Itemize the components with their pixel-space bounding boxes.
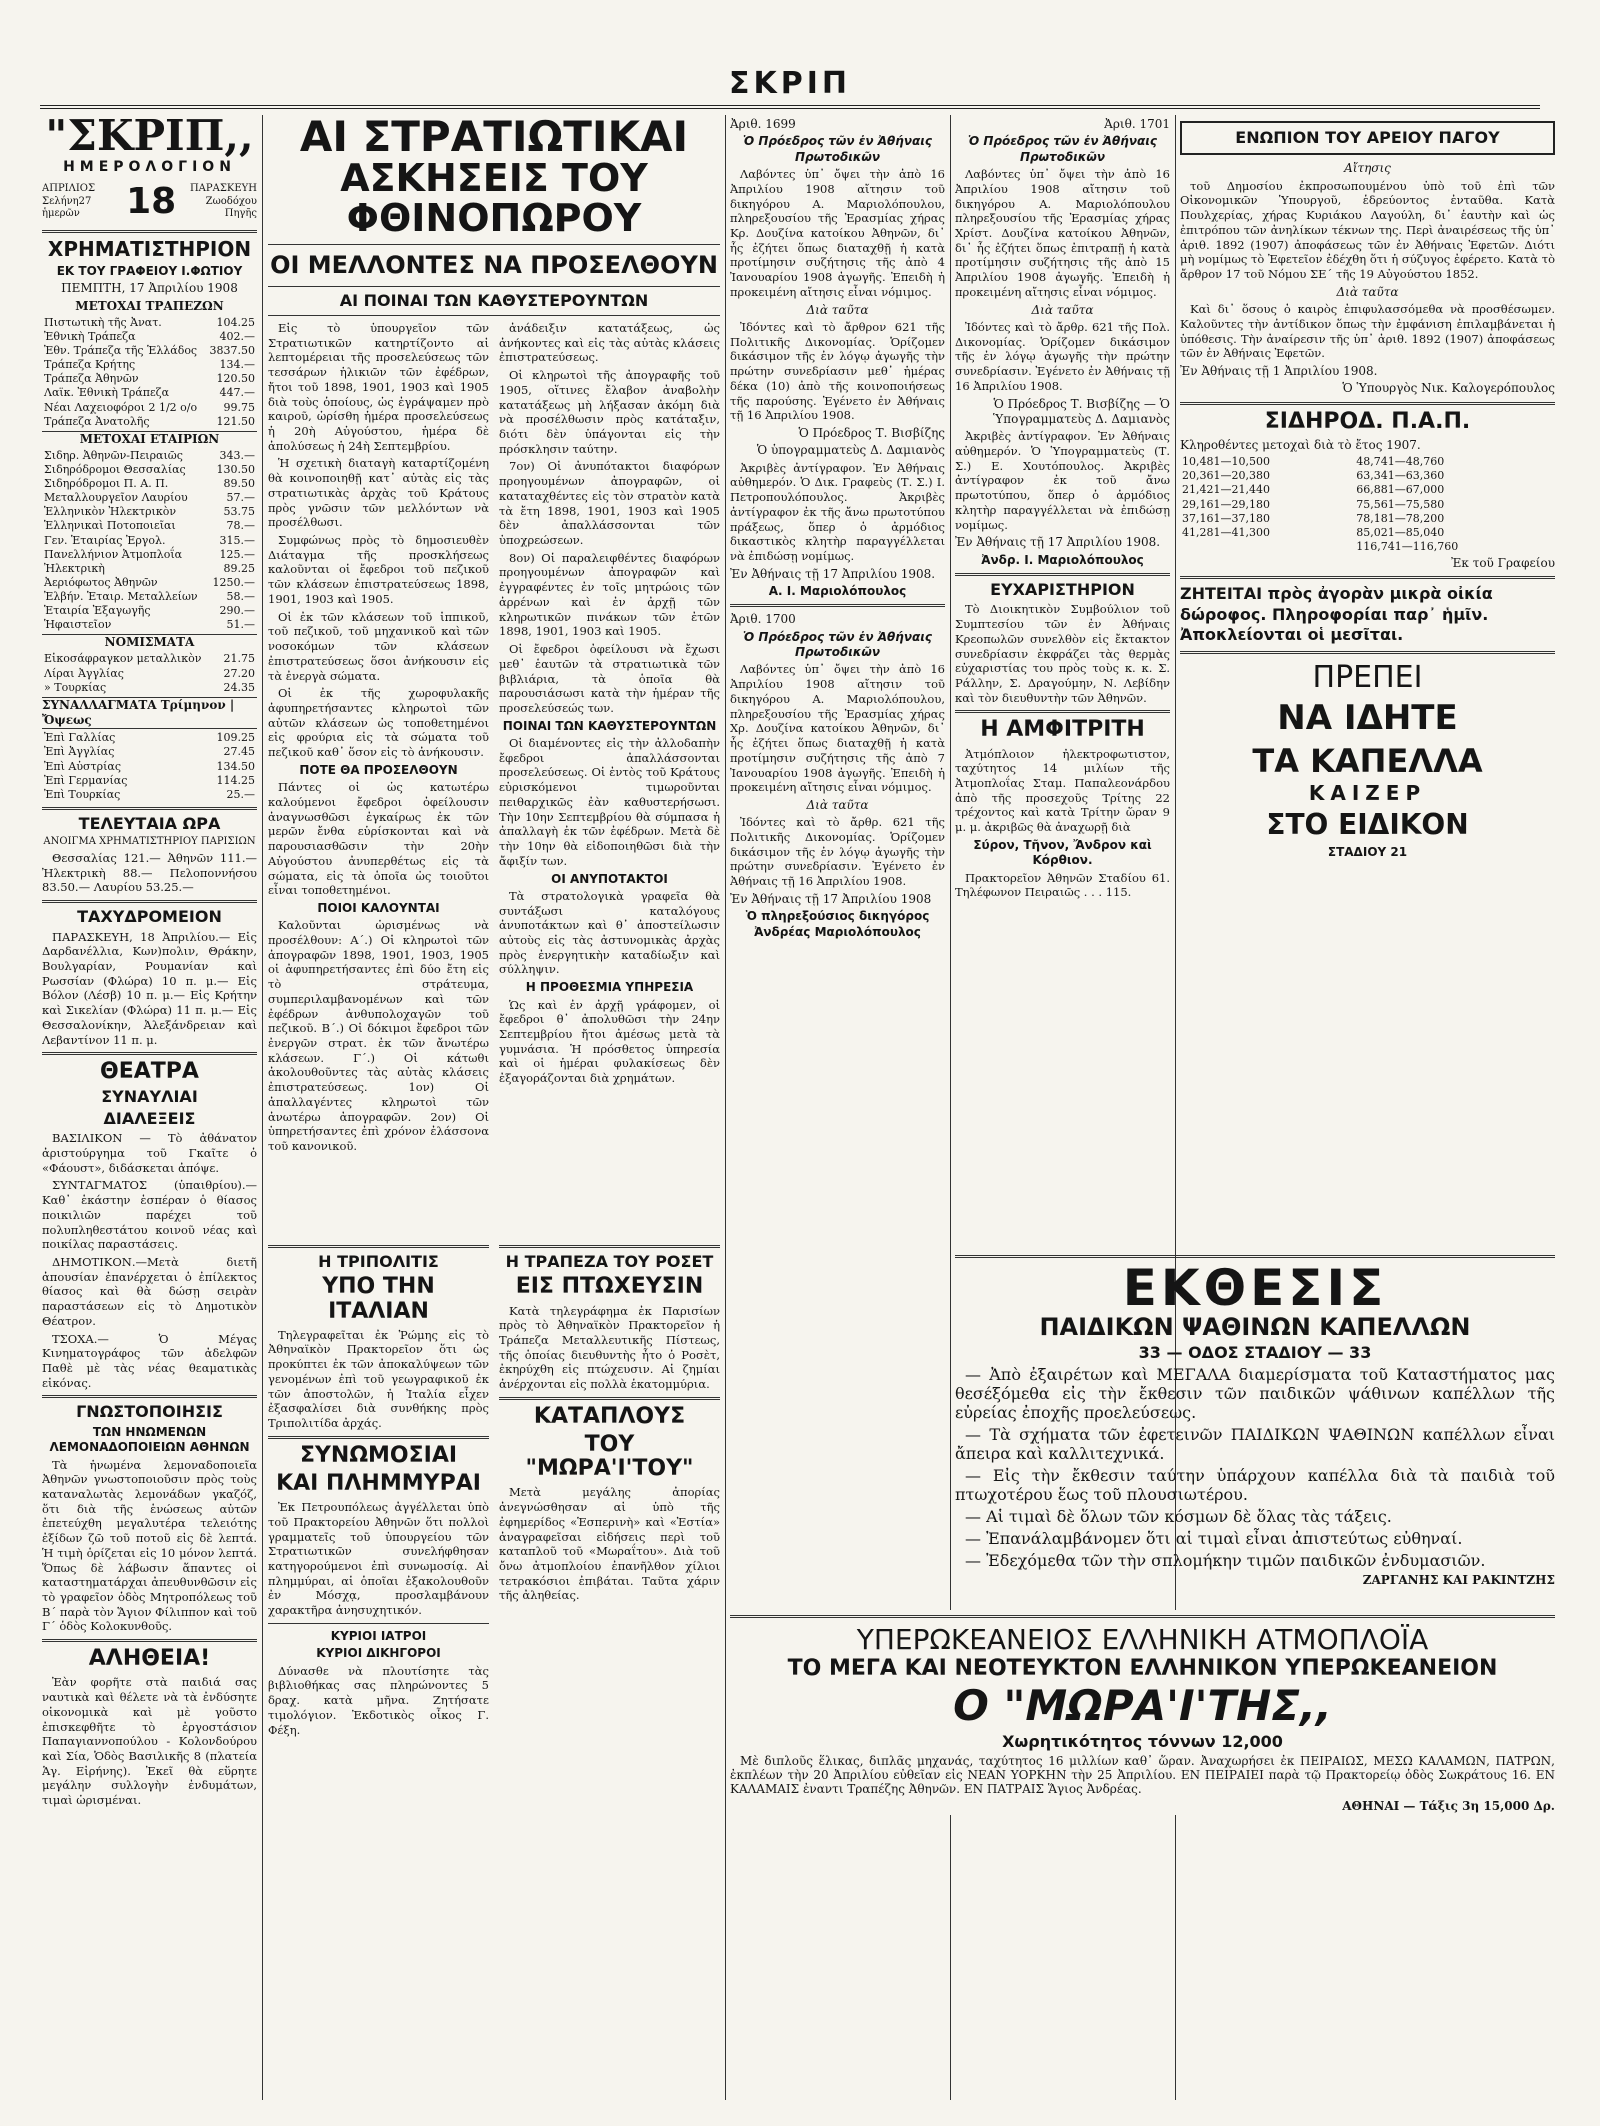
legal-signature: Ὁ Πρόεδρος Τ. Βισβίζης — Ὁ Ὑπογραμματεὺς Δ. Δαμιανὸς	[993, 396, 1170, 426]
rail-cell: 29,161—29,180	[1182, 497, 1270, 511]
lead-subtitle: ΟΙ ΜΕΛΛΟΝΤΕΣ ΝΑ ΠΡΟΣΕΛΘΟΥΝ	[270, 250, 718, 279]
notice-number: Ἀριθ. 1699	[730, 117, 796, 131]
row-label: Σιδηρόδρομοι Π. Α. Π.	[44, 477, 169, 491]
table-row	[42, 449, 257, 463]
legal-heading: Διὰ ταῦτα	[806, 302, 869, 317]
lawyer-name: Ἀνδρ. Ι. Μαριολόπουλος	[981, 552, 1144, 567]
row-value: 1250.—	[212, 575, 255, 589]
table-row	[42, 519, 257, 533]
exhibition-subtitle: ΠΑΙΔΙΚΩΝ ΨΑΘΙΝΩΝ ΚΑΠΕΛΛΩΝ	[1039, 1313, 1471, 1341]
lead-column-a	[268, 321, 489, 1157]
row-value: 78.—	[226, 519, 255, 533]
row-label: Ἠλεκτρικὴ	[44, 561, 105, 575]
row-value: 134.—	[219, 358, 255, 372]
exchange-subtitle: ΕΚ ΤΟΥ ΓΡΑΦΕΙΟΥ Ι.ΦΩΤΙΟΥ	[56, 263, 243, 278]
column-rule	[725, 115, 726, 2100]
row-value: 315.—	[219, 533, 255, 547]
shipping-fare: ΑΘΗΝΑΙ — Τάξις 3η 15,000 Δρ.	[1342, 1799, 1555, 1814]
court-heading: Ὁ Πρόεδρος τῶν ἐν Ἀθήναις Πρωτοδικῶν	[742, 629, 933, 660]
lower-article-right	[499, 1240, 720, 1740]
calendar-weekday: ΠΑΡΑΣΚΕΥΗ	[189, 182, 257, 194]
theatre-item: ΔΗΜΟΤΙΚΟΝ.—Μετὰ διετῆ ἀπουσίαν ἐπανέρχεται ὁ ἐπίλεκτος θίασος καὶ θὰ δώσῃ σειρὰν παραστάσεων εἰς τὸ Δημοτικὸν Θέατρον.	[42, 1254, 257, 1328]
legal-date: Ἐν Ἀθήναις τῇ 17 Ἀπριλίου 1908	[730, 891, 932, 906]
exhibition-item: — Ἐπανάλαμβάνομεν ὅτι αἱ τιμαὶ εἶναι ἀπιστεύτως εὐθηναί.	[965, 1529, 1463, 1549]
tripoli-text: Τηλεγραφεῖται ἐκ Ῥώμης εἰς τὸ Ἀθηναϊκὸν Πρακτορεῖον ὅτι ὡς προκύπτει ἐκ τῶν ἀποκαλύψεων τῶν γενομένων ἐπὶ τοῦ γεωγραφικοῦ ἐκ τῶν ἀποστολῶν, ἡ Ἰταλία εἶχεν ἐξασφαλίσει διὰ συνθήκης πρὸς Τριπολιτίδα ἀρχάς.	[268, 1327, 489, 1431]
section-heading: ΠΟΤΕ ΘΑ ΠΡΟΣΕΛΘΟΥΝ	[299, 762, 458, 777]
article-paragraph: Οἱ διαμένοντες εἰς τὴν ἀλλοδαπὴν ἔφεδροι ἀπαλλάσσονται προσελεύσεως. Οἱ ἐντὸς τοῦ Κράτους εὑρισκόμενοι τιμωροῦνται πειθαρχικῶς ἐὰν καθυστερήσωσι. Τὴν 10ην Σεπτεμβρίου θὰ σύμπασα ἡ ἀπαλλαγὴ ἐκ τῶν ἐφέδρων. Μετὰ δὲ τὴν 10ην θὰ εἰδοποιηθῶσι διὰ τὴν ἄφιξίν των.	[499, 736, 720, 868]
row-label: Πιστωτικὴ τῆς Ἀνατ.	[44, 316, 162, 330]
article-paragraph: Οἱ κληρωτοὶ τῆς ἀπογραφῆς τοῦ 1905, οἵτινες ἔλαβον ἀναβολὴν κατατάξεως μὴ λήξασαν ἀκόμη διὰ νὰ προσέλθωσιν πρὸς κατάταξιν, διότι δὲν ὑπάγονται εἰς τὴν πρόσκλησιν ταύτην.	[499, 368, 720, 456]
hat-ad-line: ΤΑ ΚΑΠΕΛΛΑ	[1252, 741, 1483, 780]
coins-title: ΝΟΜΙΣΜΑΤΑ	[42, 634, 257, 650]
legal-text: Ἀκριβὲς ἀντίγραφον. Ἐν Ἀθήναις αὐθημερόν. Ὁ Ὑπογραμματεὺς (Τ. Σ.) Ε. Χουτόπουλος. Ἀκριβὲς ἀντίγραφον ἐκ τοῦ ἄνω πρωτοτύπου, ὅπερ ὁ ἀρμόδιος κλητὴρ παραγγέλλεται νὰ ἐπιδώσῃ νομίμως.	[955, 429, 1170, 532]
table-row	[42, 344, 257, 358]
article-paragraph: Ὡς καὶ ἐν ἀρχῇ γράφομεν, οἱ ἔφεδροι θ᾽ ἀπολυθῶσι τὴν 24ην Σεπτεμβρίου ἤτοι ἀμέσως μετὰ τὰ γυμνάσια. Ἡ πρόσθετος ὑπηρεσία καὶ οἱ ἡμέραι φυλακίσεως δὲν ἐξαγοράζονται διὰ χρημάτων.	[499, 997, 720, 1086]
legal-text: Λαβόντες ὑπ᾽ ὄψει τὴν ἀπὸ 16 Ἀπριλίου 1908 αἴτησιν τοῦ δικηγόρου Α. Μαριολόπουλου πληρεξουσίου τῆς Ἐρασμίας χήρας Χρίστ. Δουζίνα κατοίκου Ἀθηνῶν, δι᾽ ἧς ἐζήτει ὅπως ἐπιτραπῇ ἡ κατὰ προτίμησιν συζήτησις τῆς ἀπὸ 15 Ἀπριλίου 1908 ἀγωγῆς. Ἐπειδὴ ἡ προκειμένη αἴτησις εἶναι νόμιμος.	[955, 167, 1170, 299]
legal-text: Ἰδόντες καὶ τὸ ἄρθρ. 621 τῆς Πολιτικῆς Δικονομίας. Ὁρίζομεν δικάσιμον τῆς ἐν λόγῳ ἀγωγῆς τὴν πρώτην συνεδρίασιν. Ἐγένετο ἐν Ἀθήναις τῇ 16 Ἀπριλίου 1908.	[730, 815, 945, 889]
table-row	[42, 731, 257, 745]
bank-text: Κατὰ τηλεγράφημα ἐκ Παρισίων πρὸς τὸ Ἀθηναϊκὸν Πρακτορεῖον ἡ Τράπεζα Μεταλλευτικῆς Πίστεως, τῆς ὁποίας διευθυντὴς ἦτο ὁ Ροσὲτ, ἐκηρύχθη εἰς πτώχευσιν. Αἱ ζημίαι ἀνέρχονται εἰς πολλὰ ἑκατομμύρια.	[499, 1303, 720, 1392]
lawyer-name: Α. Ι. Μαριολόπουλος	[768, 584, 907, 599]
theatre-subtitle-lectures: ΔΙΑΛΕΞΕΙΣ	[103, 1108, 196, 1128]
conspiracy-title: ΣΥΝΩΜΟΣΙΑΙ	[299, 1442, 458, 1468]
railway-table	[1180, 455, 1555, 554]
row-label: Ἀεριόφωτος Ἀθηνῶν	[44, 575, 158, 589]
row-label: Ἐθν. Τράπεζα τῆς Ἑλλάδος	[44, 344, 198, 358]
theatre-title: ΘΕΑΤΡΑ	[100, 1059, 199, 1085]
rail-cell: 21,421—21,440	[1182, 483, 1270, 497]
thanks-text: Τὸ Διοικητικὸν Συμβούλιον τοῦ Συμπτεσίου τῶν ἐν Ἀθήναις Κρεοπωλῶν συνελθὸν εἰς ἔκτακτον συνεδρίασιν ἐκφράζει τὰς θερμὰς εὐχαριστίας του πρὸς τοὺς κ. κ. Σ. Ράλλην, Σ. Δραγούμην, Ν. Λεβίδην καὶ τὸν διευθυντὴν τῶν Ἀθηνῶν.	[955, 602, 1170, 705]
table-row	[1180, 512, 1555, 526]
hat-ad-line: ΣΤΟ ΕΙΔΙΚΟΝ	[1266, 808, 1469, 842]
tripoli-title: Η ΤΡΙΠΟΛΙΤΙΣ	[318, 1252, 439, 1271]
amphitrite-text: Ἀτμόπλοιον ἠλεκτροφωτιστον, ταχύτητος 14 μιλίων τῆς Ἀτμοπλοΐας Σταμ. Παπαλεονάρδου ἀπὸ τῆς προσεχοῦς Τρίτης 22 τρέχοντος καὶ κατὰ Τρίτην ὥραν 9 μ. μ. ἀκριβῶς θὰ ἀναχωρῇ διὰ	[955, 746, 1170, 835]
arrival-subtitle: ΤΟΥ "ΜΩΡΑ'Ι'ΤΟΥ"	[525, 1432, 694, 1482]
row-value: 120.50	[216, 372, 255, 386]
row-label: Νέαι Λαχειοφόροι 2 1/2 ο/ο	[44, 400, 198, 414]
row-value: 125.—	[219, 547, 255, 561]
table-row	[42, 667, 257, 681]
table-row	[42, 788, 257, 802]
hat-ad-line: ΠΡΕΠΕΙ	[1312, 659, 1423, 695]
theatre-subtitle-concerts: ΣΥΝΑΥΛΙΑΙ	[101, 1087, 198, 1107]
amphitrite-destinations: Σύρον, Τῆνον, Ἄνδρον καὶ Κόρθιον.	[973, 837, 1152, 868]
table-row	[42, 576, 257, 590]
paper-logo: "ΣΚΡΙΠ,,	[45, 115, 254, 160]
lead-title-line2: ΑΣΚΗΣΕΙΣ ΤΟΥ ΦΘΙΝΟΠΩΡΟΥ	[340, 156, 648, 240]
calendar-moon: Σελήνη27 ἡμερῶν	[42, 195, 92, 220]
bank-subtitle: ΕΙΣ ΠΤΩΧΕΥΣΙΝ	[515, 1274, 704, 1300]
lower-article-left	[268, 1240, 489, 1740]
companies-table	[42, 449, 257, 632]
column-1	[42, 115, 257, 2100]
post-text: ΠΑΡΑΣΚΕΥΗ, 18 Ἀπριλίου.— Εἰς Δαρδανέλλια, Κων)πολιν, Θράκην, Βουλγαρίαν, Ρουμανίαν καὶ Ρωσσίαν (Φλώρα) 10 π. μ.— Εἰς Βόλον (Λέσβ) 10 π. μ.— Εἰς Κρήτην καὶ Σικελίαν (Φλώρα) 11 π. μ.— Εἰς Θεσσαλονίκην, Ἀλεξάνδρειαν καὶ Λεβαντίνον 11 π. μ.	[42, 929, 257, 1047]
section-heading: Η ΠΡΟΘΕΣΜΙΑ ΥΠΗΡΕΣΙΑ	[525, 980, 694, 995]
row-label: Σιδηρ. Ἀθηνῶν-Πειραιῶς	[44, 449, 183, 463]
last-hour-subtitle: ΑΝΟΙΓΜΑ ΧΡΗΜΑΤΙΣΤΗΡΙΟΥ ΠΑΡΙΣΙΩΝ	[43, 836, 256, 848]
row-label: Ἐπὶ Γερμανίας	[44, 773, 128, 787]
rail-cell	[1180, 540, 1354, 554]
row-label: Εἰκοσάφραγκον μεταλλικὸν	[44, 652, 202, 666]
exhibition-ad	[955, 1250, 1555, 1589]
conspiracy-text: Ἐκ Πετρουπόλεως ἀγγέλλεται ὑπὸ τοῦ Πρακτορείου Ἀθηνῶν ὅτι πολλοὶ γραμματεῖς τοῦ ὑπουργείου τῶν Στρατιωτικῶν συνελήφθησαν κατηγορούμενοι ἐπὶ συνωμοσίᾳ. Αἱ πλημμύραι, αἱ ὁποῖαι ἐξακολουθοῦν ἐν Μόσχᾳ, προσλαμβάνουν χαρακτῆρα ἀνησυχητικόν.	[268, 1500, 489, 1618]
article-paragraph: Τὰ στρατολογικὰ γραφεῖα θὰ συντάξωσι καταλόγους ἀνυποτάκτων καὶ θ᾽ ἀποστείλωσιν αὐτοὺς εἰς τὰς ἀστυνομικὰς ἀρχὰς πρὸς ἐνεργητικὴν καταδίωξιν καὶ σύλληψιν.	[499, 888, 720, 977]
petition-date: Ἐν Ἀθήναις τῇ 1 Ἀπριλίου 1908.	[1180, 364, 1378, 379]
rail-cell: 63,341—63,360	[1356, 469, 1445, 483]
legal-signature: Ὁ Πρόεδρος Τ. Βισβίζης	[798, 425, 945, 440]
table-row	[42, 477, 257, 491]
notice-title: ΓΝΩΣΤΟΠΟΙΗΣΙΣ	[76, 1402, 223, 1422]
theatre-item: ΒΑΣΙΛΙΚΟΝ — Τὸ ἀθάνατον ἀριστούργημα τοῦ Γκαῖτε ὁ «Φάουστ», διδάσκεται ἀπόψε.	[42, 1131, 257, 1175]
table-row	[1180, 455, 1555, 469]
article-paragraph: Εἰς τὸ ὑπουργεῖον τῶν Στρατιωτικῶν κατηρτίζοντο αἱ λεπτομέρειαι τῆς προσελεύσεως τῶν τεσσάρων ἡλικιῶν τῶν ἐφέδρων, ἤτοι τοῦ 1898, 1901, 1903 καὶ 1905 διὰ τοὺς ὁποίους, ὡς ἐγράψαμεν πρὸ καιροῦ, ὡρίσθη ἡμέρα προσελεύσεως ἡ 20ὴ Αὐγούστου, ἡμέρα δὲ ἀπολύσεως ἡ 24ὴ Σεπτεμβρίου.	[268, 320, 489, 453]
exhibition-item: — Αἱ τιμαὶ δὲ ὅλων τῶν κόσμων δὲ ὅλας τὰς τάξεις.	[965, 1507, 1392, 1527]
companies-title: ΜΕΤΟΧΑΙ ΕΤΑΙΡΙΩΝ	[42, 431, 257, 447]
row-value: 104.25	[216, 316, 255, 330]
article-paragraph: Οἱ ἐκ τῆς χωροφυλακῆς ἀφυπηρετήσαντες κληρωτοὶ τῶν αὐτῶν κλάσεων ὡς τοποθετημένοι εἰς φρούρια εἰς τὰ σώματα τοῦ πεζικοῦ καθ᾽ ὅσον εἰς τὸ ἀνήκουσιν.	[268, 686, 489, 760]
exhibition-item: — Τὰ σχήματα τῶν ἐφετεινῶν ΠΑΙΔΙΚΩΝ ΨΑΘΙΝΩΝ καπέλλων εἶναι ἄπειρα καὶ καλλιτεχνικά.	[955, 1425, 1555, 1464]
table-row	[42, 745, 257, 759]
row-label: Τράπεζα Κρήτης	[44, 358, 136, 372]
lower-articles	[268, 1240, 720, 1740]
notice-number: Ἀριθ. 1700	[730, 612, 796, 627]
row-label: Ἑλληνικαὶ Ποτοποιεῖαι	[44, 519, 176, 533]
section-heading: ΠΟΙΟΙ ΚΑΛΟΥΝΤΑΙ	[317, 900, 440, 915]
areopagus-notice	[1180, 121, 1555, 155]
rail-cell: 10,481—10,500	[1182, 455, 1270, 469]
table-row	[42, 372, 257, 386]
bank-title: Η ΤΡΑΠΕΖΑ ΤΟΥ ΡΟΣΕΤ	[505, 1252, 714, 1271]
calendar-row	[42, 179, 257, 225]
row-value: 27.20	[223, 666, 255, 680]
table-row	[42, 774, 257, 788]
legal-text: Ἰδόντες καὶ τὸ ἄρθρον 621 τῆς Πολιτικῆς Δικονομίας. Ὁρίζομεν δικάσιμον τῆς ἐν λόγῳ ἀγωγῆς τὴν πρώτην συνεδρίασιν μεθ᾽ ἡμέρας δέκα (10) ἀπὸ τῆς κοινοποιήσεως τῆς παρούσης. Ἐγένετο ἐν Ἀθήναις τῇ 16 Ἀπριλίου 1908.	[730, 319, 945, 423]
coins-table	[42, 652, 257, 694]
amphitrite-title: Η ΑΜΦΙΤΡΙΤΗ	[980, 717, 1145, 743]
calendar-feast: Ζωοδόχου Πηγῆς	[205, 195, 257, 220]
notice-number: Ἀριθ. 1701	[1104, 117, 1170, 131]
article-paragraph: Οἱ ἐκ τῶν κλάσεων τοῦ ἱππικοῦ, τοῦ πεζικοῦ, τοῦ μηχανικοῦ καὶ τῶν νοσοκόμων τῶν κλάσεων ἐπιστρατεύσεως ὅσοι ἀνήκουσιν εἰς τὰ ἐνεργὰ σώματα.	[268, 609, 489, 683]
table-row	[42, 562, 257, 576]
row-value: 25.—	[226, 787, 255, 801]
row-value: 114.25	[216, 773, 255, 787]
railway-note: Ἐκ τοῦ Γραφείου	[1451, 555, 1555, 570]
row-label: Μεταλλουργεῖον Λαυρίου	[44, 491, 188, 505]
table-row	[42, 386, 257, 400]
article-paragraph: ἀνάδειξιν κατατάξεως, ὡς ἀνήκοντες καὶ εἰς τὰς αὐτὰς κλάσεις ἐπιστρατεύσεως.	[499, 320, 720, 365]
table-row	[42, 618, 257, 632]
library-ad-title: ΚΥΡΙΟΙ ΙΑΤΡΟΙ	[330, 1628, 427, 1643]
rail-cell: 66,881—67,000	[1356, 483, 1445, 497]
petition-heading: Διὰ ταῦτα	[1336, 284, 1399, 299]
court-heading: Ὁ Πρόεδρος τῶν ἐν Ἀθήναις Πρωτοδικῶν	[742, 134, 933, 164]
shipping-ad	[730, 1610, 1555, 1815]
table-row	[1180, 526, 1555, 540]
row-value: 51.—	[226, 617, 255, 631]
table-row	[42, 548, 257, 562]
article-paragraph: 8ον) Οἱ παραλειφθέντες διαφόρων προηγουμένων ἀπογραφῶν καὶ ἐγγραφέντες ἐν τοῖς μητρώοις τῶν ἀρρένων καὶ ἐν ἀρχῇ τῶν κληρωτικῶν πινάκων τῶν ἐτῶν 1898, 1901, 1903 καὶ 1905.	[499, 550, 720, 639]
table-row	[42, 590, 257, 604]
legal-text: Ἰδόντες καὶ τὸ ἄρθρ. 621 τῆς Πολ. Δικονομίας. Ὁρίζομεν δικάσιμον τῆς ἐν λόγῳ ἀγωγῆς τὴν πρώτην συνεδρίασιν. Ἐγένετο ἐν Ἀθήναις τῇ 16 Ἀπριλίου 1908.	[955, 319, 1170, 393]
row-value: 290.—	[219, 603, 255, 617]
fx-header: ΣΥΝΑΛΛΑΓΜΑΤΑ Τρίμηνον | Ὄψεως	[42, 697, 257, 730]
row-value: 21.75	[223, 652, 255, 666]
lead-title-line1: ΑΙ ΣΤΡΑΤΙΩΤΙΚΑΙ	[299, 115, 689, 161]
row-value: 121.50	[216, 414, 255, 428]
article-paragraph: Οἱ ἔφεδροι ὀφείλουσι νὰ ἔχωσι μεθ᾽ ἑαυτῶν τὰ στρατιωτικὰ τῶν βιβλιάρια, τὰ ὁποῖα θὰ παρουσιάσωσι κατὰ τὴν ἡμέραν τῆς προσελεύσεώς των.	[499, 642, 720, 715]
row-value: 27.45	[223, 745, 255, 759]
section-heading: ΠΟΙΝΑΙ ΤΩΝ ΚΑΘΥΣΤΕΡΟΥΝΤΩΝ	[502, 718, 717, 733]
exhibition-item: — Ἀπὸ ἐξαιρέτων καὶ ΜΕΓΑΛΑ διαμερίσματα τοῦ Καταστήματος μας θεσέξόμεθα εἰς τὴν ἔκθεσιν τῶν παιδικῶν ψάθινων καπέλλων τῆς εὐρείας ἐποχῆς προελεύσεως.	[955, 1365, 1555, 1423]
row-value: 134.50	[216, 759, 255, 773]
calendar-month: ΑΠΡΙΛΙΟΣ	[42, 182, 96, 194]
truth-ad-text: Ἐὰν φορῆτε στὰ παιδιά σας ναυτικὰ καὶ θέλετε νὰ τὰ ἐνδύσητε οἰκονομικὰ καὶ μὲ γοῦστο ἐπισκεφθῆτε τὸ ἐργοστάσιον Παπαγιαννοπούλου - Κολονδούρου καὶ Σία, Ὁδὸς Βασιλικῆς 8 (πλατεία Ἁγ. Εἰρήνης). Ἐκεῖ θὰ εὕρητε μεγάλην συλλογὴν ἐνδυμάτων, τιμαὶ ὡρισμέναι.	[42, 1675, 257, 1808]
rail-cell: 48,741—48,760	[1356, 455, 1445, 469]
table-row	[42, 330, 257, 344]
exhibition-item: — Εἰς τὴν ἔκθεσιν ταύτην ὑπάρχουν καπέλλα διὰ τὰ παιδιὰ τοῦ πτωχοτέρου ἕως τοῦ πλουσιωτέρου.	[955, 1466, 1555, 1505]
court-heading: Ὁ Πρόεδρος τῶν ἐν Ἀθήναις Πρωτοδικῶν	[967, 134, 1158, 164]
ship-name: Ο "ΜΩΡΑ'Ι'ΤΗΣ,,	[953, 1681, 1332, 1730]
rail-cell: 116,741—116,760	[1356, 539, 1459, 553]
exchange-title: ΧΡΗΜΑΤΙΣΤΗΡΙΟΝ	[47, 236, 252, 261]
arrival-title: ΚΑΤΑΠΛΟΥΣ	[533, 1403, 686, 1429]
row-label: Ἑλληνικὸν Ἠλεκτρικὸν	[44, 505, 177, 519]
thanks-title: ΕΥΧΑΡΙΣΤΗΡΙΟΝ	[990, 579, 1135, 599]
column-rule	[262, 115, 263, 2100]
legal-text: Ἀκριβὲς ἀντίγραφον. Ἐν Ἀθήναις αὐθημερόν. Ὁ Δικ. Γραφεὺς (Τ. Σ.) Ι. Πετροπουλόπουλος. Ἀκριβὲς ἀντίγραφον ἐκ τῆς ἄνω πρωτοτύπου πράξεως, ὅπερ ὁ ἀρμόδιος δικαστικὸς κλητὴρ παραγγέλλεται νὰ ἐπιδώσῃ νομίμως.	[730, 460, 945, 563]
theatre-item: ΣΥΝΤΑΓΜΑΤΟΣ (ὑπαιθρίου).— Καθ᾽ ἑκάστην ἑσπέραν ὁ θίασος ποικιλιῶν παρέχει τοῦ πολυπληθεστάτου κοινοῦ νέας καὶ ποικίλας παραστάσεις.	[42, 1178, 257, 1252]
hat-ad	[1180, 659, 1555, 861]
row-value: 57.—	[226, 491, 255, 505]
table-row	[42, 491, 257, 505]
section-heading: ΟΙ ΑΝΥΠΟΤΑΚΤΟΙ	[551, 871, 668, 886]
areopagus-title: ΕΝΩΠΙΟΝ ΤΟΥ ΑΡΕΙΟΥ ΠΑΓΟΥ	[1235, 128, 1500, 147]
exhibition-signature: ΖΑΡΓΑΝΗΣ ΚΑΙ ΡΑΚΙΝΤΖΗΣ	[1362, 1573, 1555, 1588]
legal-date: Ἐν Ἀθήναις τῇ 17 Ἀπριλίου 1908.	[955, 535, 1161, 550]
exhibition-item: — Ἐδεχόμεθα τῶν τὴν σπλομήκην τιμῶν παιδικῶν ἐνδυμασιῶν.	[965, 1551, 1486, 1571]
library-ad-subtitle: ΚΥΡΙΟΙ ΔΙΚΗΓΟΡΟΙ	[316, 1646, 441, 1661]
row-label: Γεν. Ἑταιρίας Ἐργολ.	[44, 533, 166, 547]
row-value: 3837.50	[209, 344, 255, 358]
railway-text: Κληροθέντες μετοχαὶ διὰ τὸ ἔτος 1907.	[1180, 437, 1421, 452]
table-row	[42, 316, 257, 330]
row-label: Λίραι Ἀγγλίας	[44, 666, 124, 680]
row-label: Ἐθνικὴ Τράπεζα	[44, 330, 136, 344]
table-row	[42, 463, 257, 477]
rail-cell: 20,361—20,380	[1182, 469, 1270, 483]
rail-cell: 75,561—75,580	[1356, 497, 1445, 511]
last-hour-text: Θεσσαλίας 121.— Ἀθηνῶν 111.— Ἠλεκτρικὴ 88.— Πελοποννήσου 83.50.— Λαυρίου 53.25.—	[42, 850, 257, 895]
row-label: Ἐπὶ Ἀγγλίας	[44, 745, 115, 759]
row-value: 99.75	[223, 400, 255, 414]
row-label: Ἡφαιστεῖον	[44, 617, 112, 631]
row-value: 58.—	[226, 589, 255, 603]
row-label: Τράπεζα Ἀθηνῶν	[44, 372, 139, 386]
table-row	[42, 358, 257, 372]
table-row	[42, 681, 257, 695]
row-value: 89.50	[223, 477, 255, 491]
notice-subtitle: ΤΩΝ ΗΝΩΜΕΝΩΝ ΛΕΜΟΝΑΔΟΠΟΙΕΙΩΝ ΑΘΗΝΩΝ	[49, 1424, 250, 1455]
row-label: Ἑταιρία Ἐξαγωγῆς	[44, 603, 151, 617]
row-value: 343.—	[219, 449, 255, 463]
article-paragraph: Ἡ σχετικὴ διαταγὴ καταρτίζομένη θὰ κοινοποιηθῇ κατ᾽ αὐτὰς εἰς τὰς στρατιωτικὰς ἀρχὰς τοῦ Κράτους πρὸς γνῶσιν τῶν μελλόντων νὰ προσέλθωσι.	[268, 456, 489, 530]
bank-shares-title: ΜΕΤΟΧΑΙ ΤΡΑΠΕΖΩΝ	[75, 298, 224, 313]
theatre-item: ΤΣΟΧΑ.— Ὁ Μέγας Κινηματογράφος τῶν ἀδελφῶν Παθὲ μὲ τὰς νέας θεαματικὰς εἰκόνας.	[42, 1331, 257, 1390]
row-value: 89.25	[223, 561, 255, 575]
row-label: Τράπεζα Ἀνατολῆς	[44, 414, 150, 428]
legal-heading: Διὰ ταῦτα	[1031, 302, 1094, 317]
table-row	[42, 505, 257, 519]
arrival-text: Μετὰ μεγάλης ἀπορίας ἀνεγνώσθησαν αἱ ὑπὸ τῆς ἐφημερίδος «Ἑσπερινὴ» καὶ «Ἑστία» ἀναγραφεῖσαι εἰδήσεις περὶ τοῦ καταπλοῦ τοῦ «Μωραΐτου». Διὰ τοῦ ὄνω ἀτμοπλοίου ἐπανῆλθον χίλιοι τετρακόσιοι ἐπιβάται. Ταῦτα χάριν τῆς ἀληθείας.	[499, 1485, 720, 1603]
row-label: » Τουρκίας	[44, 680, 107, 694]
table-row	[42, 415, 257, 429]
column-2-lead-article	[268, 115, 720, 2100]
row-label: Ἐπὶ Αὐστρίας	[44, 759, 122, 773]
row-value: 53.75	[223, 505, 255, 519]
newspaper-masthead: ΣΚΡΙΠ	[40, 66, 1540, 109]
bank-shares-table	[42, 316, 257, 429]
row-value: 130.50	[216, 463, 255, 477]
shipping-title: ΥΠΕΡΩΚΕΑΝΕΙΟΣ ΕΛΛΗΝΙΚΗ ΑΤΜΟΠΛΟΪΑ	[856, 1623, 1429, 1656]
table-row	[42, 534, 257, 548]
wanted-ad: ΖΗΤΕΙΤΑΙ πρὸς ἀγορὰν μικρὰ οἰκία δώροφος. Πληροφορίαι παρ᾽ ἡμῖν. Ἀποκλείονται οἱ μεσῖται.	[1180, 584, 1493, 645]
calendar-day: 18	[126, 180, 177, 222]
minister-signature: Ὁ Ὑπουργὸς Νικ. Καλογερόπουλος	[1342, 381, 1555, 396]
row-value: 109.25	[216, 731, 255, 745]
notice-text: Τὰ ἡνωμένα λεμοναδοποιεῖα Ἀθηνῶν γνωστοποιοῦσιν πρὸς τοὺς καταναλωτὰς λεμονάδων γκαζόζ, ὅτι διὰ τῆς ἑνώσεως αὐτῶν ἐπετεύχθη μεγαλυτέρα τελειότης ἐξίδων ζῶ τοῦ ποτοῦ εἰς δὲ λεπτά. Ἡ τιμὴ ὁρίζεται εἰς 10 μόνον λεπτά. Ὅπως δὲ λάβωσιν ἅπαντες οἱ καταστηματάρχαι ἀπευθυνθῶσιν εἰς τὸ γραφεῖον ὁδὸς Μητροπόλεως τοῦ Β΄ παρὰ τὸν Ἅγιον Φίλιππον καὶ τοῦ Γ΄ ὁδὸς Κολοκυνθοῦς.	[42, 1457, 257, 1634]
article-paragraph: Συμφώνως πρὸς τὸ δημοσιευθὲν Διάταγμα τῆς προσκλήσεως καλοῦνται οἱ ἔφεδροι τοῦ πεζικοῦ τῶν κλάσεων ἐπιστρατεύσεως 1898, 1901, 1903 καὶ 1905.	[268, 533, 489, 606]
table-row	[1180, 469, 1555, 483]
legal-text: Λαβόντες ὑπ᾽ ὄψει τὴν ἀπὸ 16 Ἀπριλίου 1908 αἴτησιν τοῦ δικηγόρου Α. Μαριολόπουλου, πληρεξουσίου τῆς Ἐρασμίας χήρας Κρ. Δουζίνα κατοίκου Ἀθηνῶν, δι᾽ ἧς ἐζήτει ὅπως διαταχθῇ ἡ κατὰ προτίμησιν συζήτησις τῆς ἀπὸ 4 Ἰανουαρίου 1908 ἀγωγῆς. Ἐπειδὴ ἡ προκειμένη αἴτησις εἶναι νόμιμος.	[730, 167, 945, 299]
legal-heading: Διὰ ταῦτα	[806, 797, 869, 812]
hat-ad-line: ΝΑ ΙΔΗΤΕ	[1277, 697, 1458, 738]
lead-subtitle-2: ΑΙ ΠΟΙΝΑΙ ΤΩΝ ΚΑΘΥΣΤΕΡΟΥΝΤΩΝ	[339, 290, 649, 310]
table-row	[42, 760, 257, 774]
rail-cell: 37,161—37,180	[1182, 511, 1270, 525]
rail-cell: 41,281—41,300	[1182, 525, 1270, 539]
petition-text: Καὶ δι᾽ ὅσους ὁ καιρὸς ἐπιφυλασσόμεθα νὰ προσθέσωμεν. Καλοῦντες τὴν ἀντίδικον ὅπως τὴν ἐμφάνιση ἐπιλαμβάνεται ἡ ὑπόθεσις. Τὴν ἀναίρεσιν τῆς ὑπ᾽ ἀριθ. 1892 (1907) ἀποφάσεως τῶν ἐν Ἀθήναις Ἐφετῶν.	[1180, 302, 1555, 361]
rail-cell: 85,021—85,040	[1356, 525, 1445, 539]
table-row	[1180, 540, 1555, 554]
row-label: Ἐπὶ Γαλλίας	[44, 731, 116, 745]
amphitrite-office: Πρακτορεῖον Ἀθηνῶν Σταδίου 61. Τηλέφωνον Πειραιῶς . . . 115.	[955, 870, 1170, 900]
shipping-text: Μὲ διπλοῦς ἕλικας, διπλᾶς μηχανάς, ταχύτητος 16 μιλλίων καθ᾽ ὥραν. Ἀναχωρήσει ἐκ ΠΕΙΡΑΙΩΣ, ΜΕΣΩ ΚΑΛΑΜΩΝ, ΠΑΤΡΩΝ, ἐκπλέων τὴν 20 Ἀπριλίου εὐθεῖαν εἰς ΝΕΑΝ ΥΟΡΚΗΝ τὴν 25 Ἀπριλίου. ΕΝ ΠΕΙΡΑΙΕΙ παρὰ τῷ Πρακτορείῳ ὁδὸς Σωκράτους 16. ΕΝ ΚΑΛΑΜΑΙΣ ἐναντι Τραπέζης Ἀθηνῶν. ΕΝ ΠΑΤΡΑΙΣ Ἅγιος Ἀνδρέας.	[730, 1754, 1555, 1797]
exhibition-address: 33 — ΟΔΟΣ ΣΤΑΔΙΟΥ — 33	[1138, 1343, 1372, 1362]
exhibition-title: ΕΚΘΕΣΙΣ	[1122, 1259, 1388, 1317]
library-ad-text: Δύνασθε νὰ πλουτίσητε τὰς βιβλιοθήκας σας πληρώνοντες 5 δραχ. κατὰ μῆνα. Ζητήσατε τιμολόγιον. Ἐκδοτικὸς οἶκος Γ. Φέξη.	[268, 1663, 489, 1737]
calendar-title: ΗΜΕΡΟΛΟΓΙΟΝ	[63, 159, 236, 175]
row-label: Ἐλβήν. Ἑταιρ. Μεταλλείων	[44, 589, 198, 603]
article-paragraph: Καλοῦνται ὡρισμένως νὰ προσέλθουν: Α΄.) Οἱ κληρωτοὶ τῶν ἀπογραφῶν 1898, 1901, 1903, 1905 οἱ ἀφυπηρετήσαντες ἐπὶ δύο ἔτη εἰς τὸ στράτευμα, συμπεριλαμβανομένων καὶ τῶν ἐφέδρων ἀνθυπολοχαγῶν τοῦ πεζικοῦ. Β΄.) Οἱ δόκιμοι ἔφεδροι τῶν ἐνεργῶν στρατ. ἐκ τῶν ἄνωτέρω κλάσεων. Γ΄.) Οἱ κάτωθι ἀκολουθοῦντες τὰς αὐτὰς κλάσεις ἐπιστρατεύσεως. 1ον) Οἱ ἀπαλλαγέντες κληρωτοὶ τῶν ἀνωτέρω ἀπογραφῶν. 2ον) Οἱ ὑπηρετήσαντες ἐπὶ χρόνον ἐλάσσονα τοῦ κανονικοῦ.	[268, 918, 489, 1154]
row-label: Σιδηρόδρομοι Θεσσαλίας	[44, 463, 186, 477]
fx-table	[42, 731, 257, 801]
hat-ad-line: ΣΤΑΔΙΟΥ 21	[1327, 844, 1408, 859]
table-row	[42, 401, 257, 415]
row-label: Ἐπὶ Τουρκίας	[44, 787, 121, 801]
shipping-subtitle: ΤΟ ΜΕΓΑ ΚΑΙ ΝΕΟΤΕΥΚΤΟΝ ΕΛΛΗΝΙΚΟΝ ΥΠΕΡΩΚΕΑΝΕΙΟΝ	[787, 1656, 1498, 1681]
legal-text: Λαβόντες ὑπ᾽ ὄψει τὴν ἀπὸ 16 Ἀπριλίου 1908 αἴτησιν τοῦ δικηγόρου Α. Μαριολόπουλου, πληρεξουσίου τῆς Ἐρασμίας χήρας Χρ. Δουζίνα κατοίκου Ἀθηνῶν, δι᾽ ἧς ἐζήτει ὅπως διαταχθῇ ἡ κατὰ προτίμησιν συζήτησις τῆς ἀπὸ 7 Ἰανουαρίου 1908 ἀγωγῆς. Ἐπειδὴ ἡ προκειμένη αἴτησις εἶναι νόμιμος.	[730, 662, 945, 795]
conspiracy-subtitle: ΚΑΙ ΠΛΗΜΜΥΡΑΙ	[276, 1470, 481, 1496]
legal-date: Ἐν Ἀθήναις τῇ 17 Ἀπριλίου 1908.	[730, 566, 936, 581]
row-value: 447.—	[219, 386, 255, 400]
last-hour-title: ΤΕΛΕΥΤΑΙΑ ΩΡΑ	[78, 813, 221, 833]
table-row	[1180, 483, 1555, 497]
row-label: Πανελλήνιον Ἀτμοπλοΐα	[44, 547, 183, 561]
lead-article-body	[268, 321, 720, 1157]
table-row	[1180, 498, 1555, 512]
article-paragraph: Πάντες οἱ ὡς κατωτέρω καλούμενοι ἔφεδροι ὀφείλουσιν ἀναγνωσθῶσι ἐγκαίρως ἐκ τῶν μερῶν ἔνθα εὑρίσκονται καὶ νὰ παρουσιασθῶσιν τὴν 20ὴν Αὐγούστου ἀνυπερθέτως εἰς τὰ σώματα, εἰς τὰ ὁποῖα ὡς τοιοῦτοι εἶναι τοποθετημένοι.	[268, 780, 489, 898]
petition-text: τοῦ Δημοσίου ἐκπροσωπουμένου ὑπὸ τοῦ ἐπὶ τῶν Οἰκονομικῶν Ὑπουργοῦ, ἑδρεύοντος ἐνταῦθα. Κατὰ Πουλχερίας, χήρας Κυριάκου Λαγούλη, δι᾽ ἑαυτὴν καὶ ὡς ἐπιτρόπου τῶν ἀνηλίκων τέκνων της. Περὶ ἀναιρέσεως τῆς ὑπ᾽ ἀριθ. 1892 (1907) ἀποφάσεως τῶν ἐν Ἀθήναις Ἐφετῶν. Διότι μὴ νομίμως τὸ Ἐφετεῖον ἐδέχθη ὅτι ἡ σύζυγος ἐφέρετο. Κατὰ τὸ ἄρθρον 17 τοῦ Νόμου ΣΕ΄ τῆς 19 Αὐγούστου 1852.	[1180, 178, 1555, 282]
truth-ad-title: ΑΛΗΘΕΙΑ!	[88, 1646, 211, 1672]
row-value: 402.—	[219, 330, 255, 344]
lawyer-name: Ὁ πληρεξούσιος δικηγόρος Ἀνδρέας Μαριολόπουλος	[745, 909, 930, 939]
hat-ad-line: ΚΑΙΖΕΡ	[1308, 781, 1427, 806]
row-value: 24.35	[223, 680, 255, 694]
tripoli-subtitle: ΥΠΟ ΤΗΝ ΙΤΑΛΙΑΝ	[322, 1274, 435, 1324]
petition-heading: Αἴτησις	[1344, 161, 1391, 176]
post-title: ΤΑΧΥΔΡΟΜΕΙΟΝ	[77, 907, 222, 927]
row-label: Λαϊκ. Ἐθνικὴ Τράπεζα	[44, 386, 170, 400]
ship-tonnage: Χωρητικότητος τόννων 12,000	[1002, 1732, 1283, 1751]
table-row	[42, 604, 257, 618]
railway-title: ΣΙΔΗΡΟΔ. Π.Α.Π.	[1264, 408, 1471, 434]
article-paragraph: 7ον) Οἱ ἀνυπότακτοι διαφόρων προηγουμένων ἀπογραφῶν, οἱ καταταχθέντες εἰς τὸν στρατὸν κατὰ τὰ ἔτη 1898, 1901, 1903 καὶ 1905 δὲν ἀπαλλάσσονται τῶν ὑποχρεώσεων.	[499, 459, 720, 548]
legal-signature: Ὁ ὑπογραμματεὺς Δ. Δαμιανὸς	[756, 443, 945, 458]
rail-cell: 78,181—78,200	[1356, 511, 1445, 525]
table-row	[42, 652, 257, 666]
lead-column-b	[499, 321, 720, 1157]
exchange-date: ΠΕΜΠΤΗ, 17 Ἀπριλίου 1908	[61, 281, 238, 296]
